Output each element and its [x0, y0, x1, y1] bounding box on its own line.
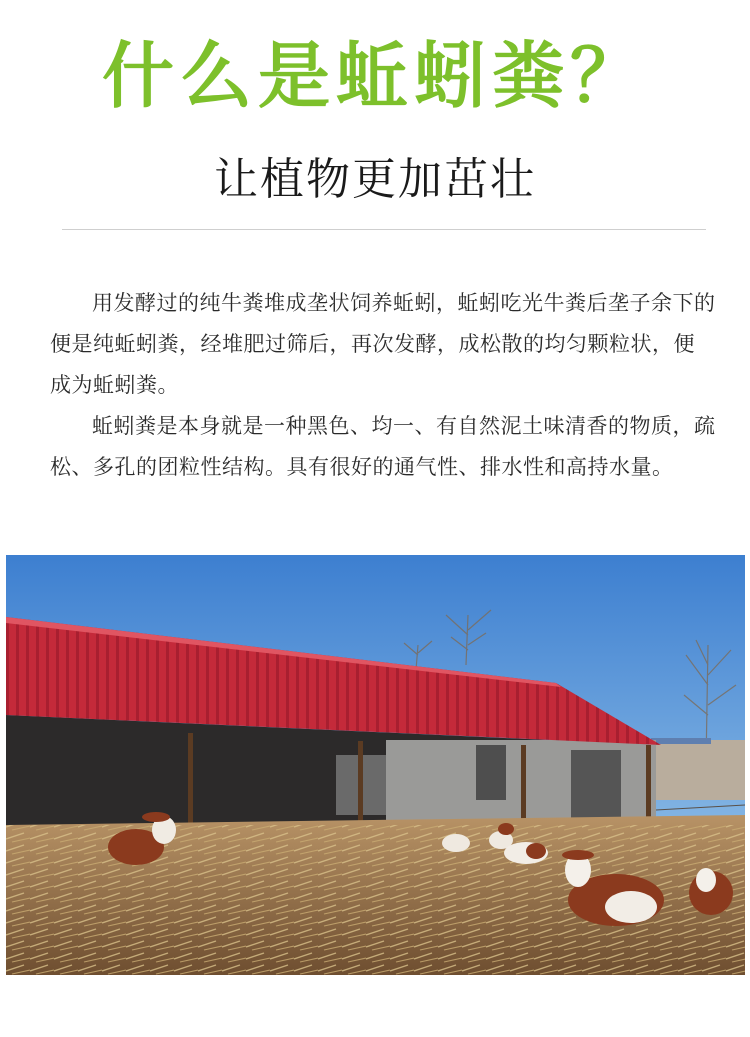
page-subtitle: 让植物更加茁壮 [214, 154, 536, 205]
farm-photo [6, 555, 745, 975]
paragraph-2: 蚯蚓粪是本身就是一种黑色、均一、有自然泥土味清香的物质，疏松、多孔的团粒性结构。具有很好的通气性、排水性和高持水量。 [50, 414, 716, 479]
paragraph-1: 用发酵过的纯牛粪堆成垄状饲养蚯蚓，蚯蚓吃光牛粪后垄子余下的便是纯蚯蚓粪，经堆肥过筛后，再次发酵，成松散的均匀颗粒状，便成为蚯蚓粪。 [50, 291, 716, 397]
divider [62, 229, 706, 230]
page-title: 什么是蚯蚓粪？ [101, 33, 648, 118]
description-text [50, 283, 716, 488]
